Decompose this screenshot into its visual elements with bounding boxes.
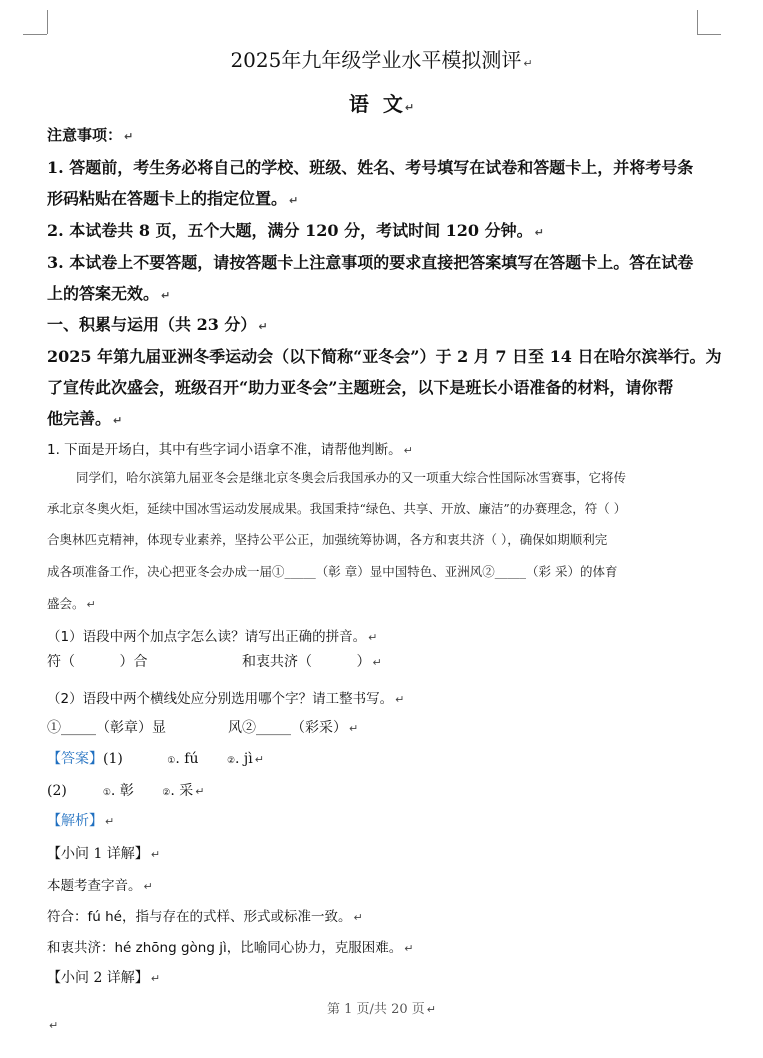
question-1-stem: 1. 下面是开场白，其中有些字词小语拿不准，请帮他判断。 ↵ — [47, 442, 413, 458]
note-item-2: 2. 本试卷共 8 页，五个大题，满分 120 分，考试时间 120 分钟。 ↵ — [47, 221, 544, 240]
page-number: 第 1 页/共 20 页 ↵ — [327, 1002, 436, 1017]
section-intro-2: 了宣传此次盛会，班级召开“助力亚冬会”主题班会，以下是班长小语准备的材料，请你帮 — [47, 378, 674, 397]
passage-line-5: 盛会。 ↵ — [47, 596, 96, 611]
note-item-1: 1. 答题前，考生务必将自己的学校、班级、姓名、考号填写在试卷和答题卡上，并将考号条 — [47, 158, 694, 177]
note-item-3: 3. 本试卷上不要答题，请按答题卡上注意事项的要求直接把答案填写在答题卡上。答在试卷 — [47, 253, 694, 272]
answer-row-2: (2) ①. 彰 ②. 采 ↵ — [47, 783, 205, 799]
analysis-label: 【解析】 ↵ — [47, 813, 115, 829]
crop-mark-top-left-v — [47, 10, 48, 34]
answer-row-1: 【答案】(1) ①. fú ②. jì ↵ — [47, 751, 264, 767]
crop-mark-top-right-v — [697, 10, 698, 34]
notes-heading: 注意事项： ↵ — [47, 126, 134, 144]
sub-question-2: （2）语段中两个横线处应分别选用哪个字？请工整书写。 ↵ — [47, 691, 405, 707]
exam-title: 2025年九年级学业水平模拟测评 ↵ — [230, 48, 533, 72]
subject-title: 语 文 ↵ — [348, 92, 415, 116]
crop-mark-top-right — [697, 34, 721, 35]
passage-line-4: 成各项准备工作，决心把亚冬会办成一届①_____（彰 章）显中国特色、亚洲风②_____（彩 采）的体育 — [47, 564, 618, 579]
sub-question-1-blank-b: 和衷共济（ ） ↵ — [242, 654, 382, 670]
answer-label: 【答案】 — [47, 751, 103, 767]
analysis-sub-2-title: 【小问 2 详解】 ↵ — [47, 970, 161, 986]
passage-line-3: 合奥林匹克精神，体现专业素养，坚持公平公正，加强统筹协调，各方和衷共济（ ），确保如期顺利完 — [47, 532, 608, 547]
analysis-sub-1-title: 【小问 1 详解】 ↵ — [47, 846, 161, 862]
note-item-3-cont: 上的答案无效。 ↵ — [47, 284, 171, 303]
sub-question-1-blank-a: 符（ ）合 — [47, 654, 148, 670]
analysis-line-1: 本题考查字音。 ↵ — [47, 878, 153, 894]
section-intro-3: 他完善。 ↵ — [47, 409, 123, 428]
sub-question-2-blank-a: ①_____（彰章）显 — [47, 720, 166, 736]
sub-question-1: （1）语段中两个加点字怎么读？请写出正确的拼音。 ↵ — [47, 629, 378, 645]
sub-question-2-blank-b: 风②_____（彩采） ↵ — [228, 720, 359, 736]
note-item-1-cont: 形码粘贴在答题卡上的指定位置。 ↵ — [47, 189, 299, 208]
passage-line-2: 承北京冬奥火炬，延续中国冰雪运动发展成果。我国秉持“绿色、共享、开放、廉洁”的办赛理念，符（ ） — [47, 501, 627, 516]
analysis-line-3: 和衷共济：hé zhōng gòng jì，比喻同心协力，克服困难。 ↵ — [47, 940, 414, 956]
section-heading: 一、积累与运用（共 23 分） ↵ — [47, 315, 268, 334]
analysis-line-2: 符合：fú hé，指与存在的式样、形式或标准一致。 ↵ — [47, 909, 363, 925]
crop-mark-top-left — [23, 34, 47, 35]
section-intro-1: 2025 年第九届亚洲冬季运动会（以下简称“亚冬会”）于 2 月 7 日至 14 日在哈尔滨举行。为 — [47, 347, 722, 366]
passage-line-1: 同学们，哈尔滨第九届亚冬会是继北京冬奥会后我国承办的又一项重大综合性国际冰雪赛事，它将传 — [76, 470, 627, 485]
end-paragraph-mark: ↵ — [49, 1019, 59, 1032]
